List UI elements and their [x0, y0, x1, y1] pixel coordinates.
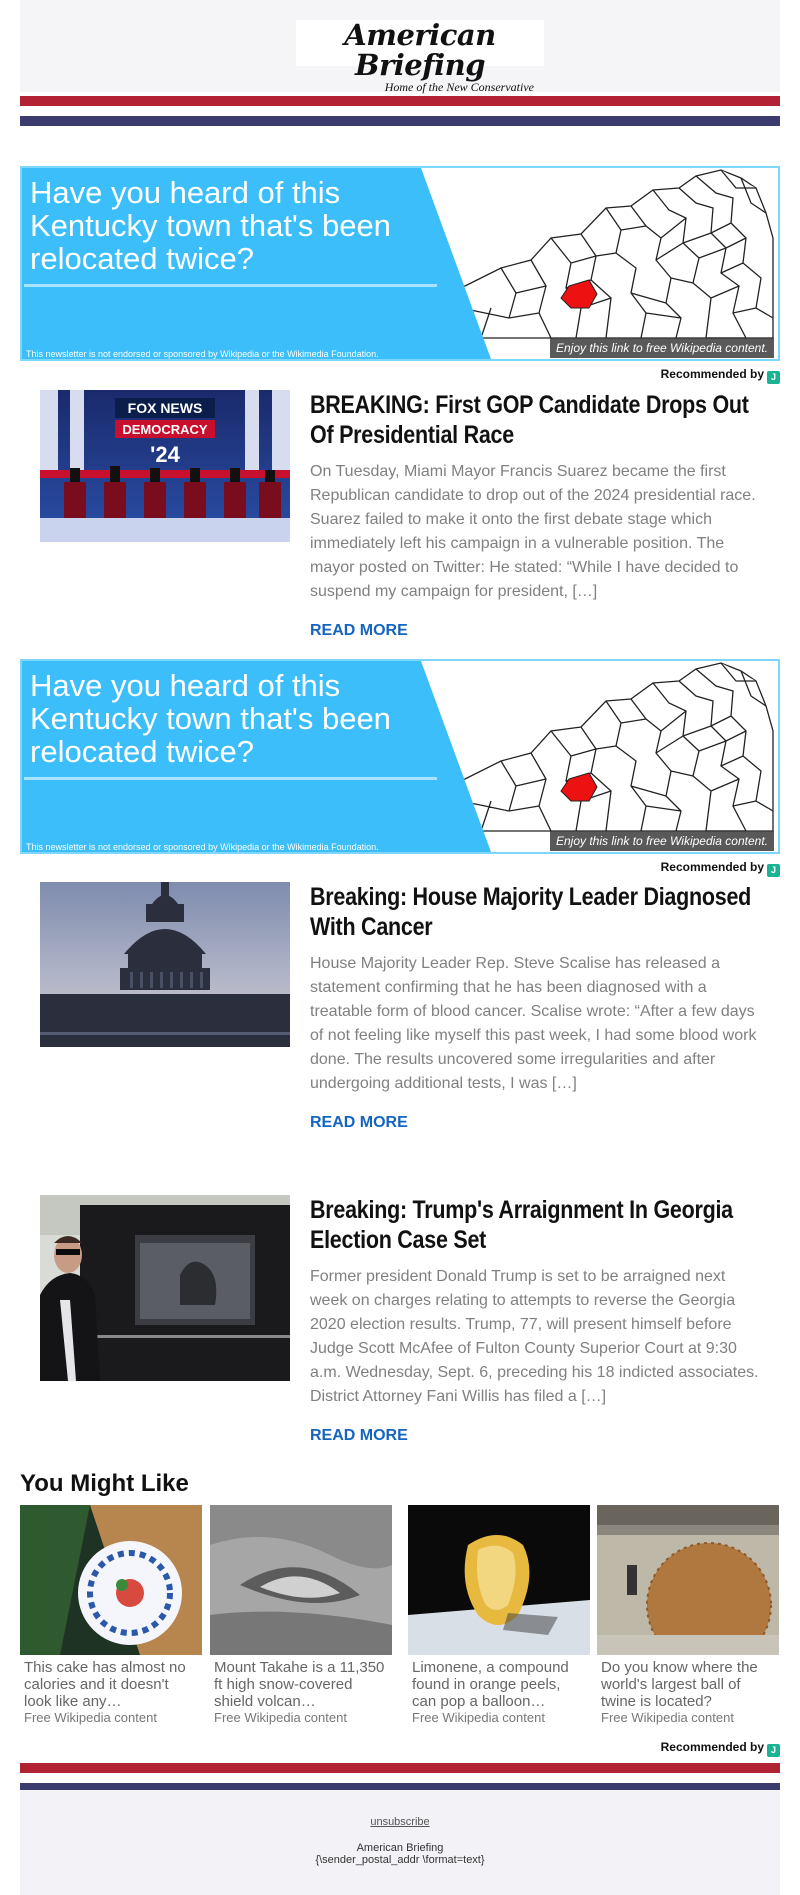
capitol-dome-image[interactable] [40, 882, 290, 1047]
read-more-link[interactable]: READ MORE [310, 1427, 408, 1444]
cake-image [20, 1505, 202, 1655]
ad-cta[interactable]: Enjoy this link to free Wikipedia content. [550, 338, 774, 358]
ad-headline: Have you heard of this Kentucky town that's been relocated twice? [30, 175, 391, 276]
ad-disclaimer: This newsletter is not endorsed or sponsored by Wikipedia or the Wikimedia Foundation. [26, 349, 379, 359]
recommended-card[interactable] [597, 1505, 779, 1725]
brand-logo[interactable] [296, 18, 544, 94]
ad-disclaimer: This newsletter is not endorsed or sponsored by Wikipedia or the Wikimedia Foundation. [26, 842, 379, 852]
brand-title: American Briefing [344, 18, 496, 82]
recommended-card-text: Do you know where the world's largest ball of twine is located? [601, 1659, 758, 1710]
ball-of-twine-image [597, 1505, 779, 1655]
recommended-card[interactable] [20, 1505, 202, 1725]
recommended-card-source: Free Wikipedia content [214, 1710, 347, 1725]
ad-divider [24, 777, 437, 780]
recommended-by-label[interactable] [661, 1740, 780, 1757]
ad-headline: Have you heard of this Kentucky town that's been relocated twice? [30, 668, 391, 769]
recommended-card-text: Mount Takahe is a 11,350 ft high snow-covered shield volcan… [214, 1659, 385, 1710]
header [20, 0, 780, 92]
volcano-image [210, 1505, 392, 1655]
democracy-image-text: DEMOCRACY [122, 422, 208, 437]
article-title[interactable]: Breaking: Trump's Arraignment In Georgia Election Case Set [310, 1196, 733, 1254]
header-stripe-navy [20, 116, 780, 126]
footer [20, 1790, 780, 1895]
jeeng-logo-icon: J [767, 1744, 780, 1757]
sponsored-ad-banner[interactable] [20, 659, 780, 854]
footer-sender-address: {\sender_postal_addr \format=text} [315, 1854, 485, 1866]
read-more-link[interactable]: READ MORE [310, 622, 408, 639]
sponsored-ad-banner[interactable] [20, 166, 780, 361]
article-title[interactable]: Breaking: House Majority Leader Diagnosed With Cancer [310, 883, 752, 941]
recommended-card-source: Free Wikipedia content [601, 1710, 734, 1725]
recommended-by-text: Recommended by [660, 367, 764, 381]
motorcade-image[interactable] [40, 1195, 290, 1381]
you-might-like-title: You Might Like [20, 1470, 189, 1497]
ad-divider [24, 284, 437, 287]
article-title[interactable]: BREAKING: First GOP Candidate Drops Out Of Presidential Race [310, 391, 749, 449]
jeeng-logo-icon: J [767, 864, 780, 877]
article-summary: House Majority Leader Rep. Steve Scalise has released a statement confirming that he has been diagnosed with a treatable form of blood cancer. Scalise wrote: “After a few days of not feeling like myself this past week, I had some blood work done. The results uncovered some irregularities and after undergoing additional tests, I was […] [310, 955, 757, 1092]
kentucky-map-image [421, 168, 778, 359]
debate-stage-image[interactable] [40, 390, 290, 542]
article-summary: Former president Donald Trump is set to be arraigned next week on charges relating to attempts to reverse the Georgia 2020 election results. Trump, 77, will present himself before Judge Scott McAfee of Fulton County Superior Court at 9:30 a.m. Wednesday, Sept. 6, preceding his 18 indicted associates. District Attorney Fani Willis has filed a […] [310, 1268, 759, 1405]
footer-stripe-red [20, 1763, 780, 1773]
kentucky-map-image [421, 661, 778, 852]
recommended-by-label[interactable] [661, 860, 780, 877]
recommended-card-source: Free Wikipedia content [24, 1710, 157, 1725]
article-summary: On Tuesday, Miami Mayor Francis Suarez became the first Republican candidate to drop out of the 2024 presidential race. Suarez failed to make it onto the first debate stage which immediately left his campaign in a vulnerable position. The mayor posted on Twitter: He stated: “While I have decided to suspend my campaign for president, […] [310, 463, 756, 600]
year-image-text: '24 [150, 442, 180, 467]
fox-news-image-text: FOX NEWS [127, 400, 203, 416]
header-stripe-red [20, 96, 780, 106]
brand-tagline: Home of the New Conservative [384, 80, 534, 94]
read-more-link[interactable]: READ MORE [310, 1114, 408, 1131]
article-body [310, 882, 760, 1132]
balloon-image [408, 1505, 590, 1655]
recommended-by-text: Recommended by [660, 1740, 764, 1754]
recommended-card-source: Free Wikipedia content [412, 1710, 545, 1725]
article-body [310, 1195, 760, 1445]
recommended-card-text: This cake has almost no calories and it doesn't look like any… [24, 1659, 186, 1710]
footer-sender-name: American Briefing [356, 1842, 444, 1854]
ad-cta[interactable]: Enjoy this link to free Wikipedia content. [550, 831, 774, 851]
recommended-card-text: Limonene, a compound found in orange peels, can pop a balloon… [412, 1659, 569, 1710]
article-body [310, 390, 760, 640]
recommended-card[interactable] [408, 1505, 590, 1725]
recommended-by-label[interactable] [661, 367, 780, 384]
recommended-card[interactable] [210, 1505, 392, 1725]
unsubscribe-link[interactable]: unsubscribe [370, 1816, 430, 1828]
recommended-by-text: Recommended by [660, 860, 764, 874]
jeeng-logo-icon: J [767, 371, 780, 384]
